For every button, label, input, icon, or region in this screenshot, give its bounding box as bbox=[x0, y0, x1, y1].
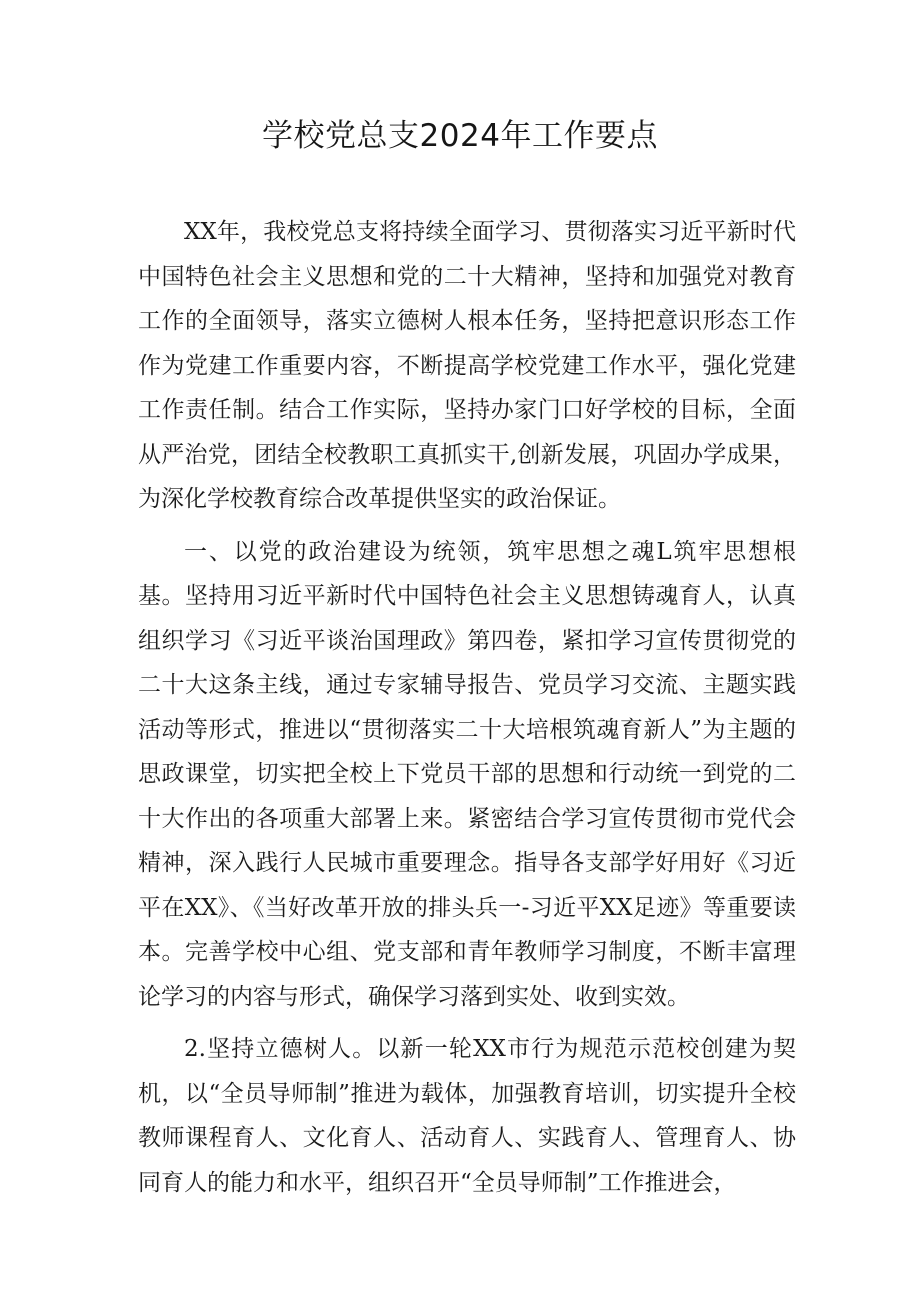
document-body bbox=[138, 210, 796, 1213]
paragraph-political-construction: 一、以党的政治建设为统领，筑牢思想之魂L筑牢思想根基。坚持用习近平新时代中国特色社会主义思想铸魂育人，认真组织学习《习近平谈治国理政》第四卷，紧扣学习宣传贯彻党的二十大这条主线，通过专家辅导报告、党员学习交流、主题实践活动等形式，推进以“贯彻落实二十大培根筑魂育新人”为主题的思政课堂，切实把全校上下党员干部的思想和行动统一到党的二十大作出的各项重大部署上来。紧密结合学习宣传贯彻市党代会精神，深入践行人民城市重要理念。指导各支部学好用好《习近平在XX》、《当好改革开放的排头兵一-习近平XX足迹》等重要读本。完善学校中心组、党支部和青年教师学习制度，不断丰富理论学习的内容与形式，确保学习落到实处、收到实效。 bbox=[138, 538, 796, 1010]
paragraph-intro: XX年，我校党总支将持续全面学习、贯彻落实习近平新时代中国特色社会主义思想和党的二十大精神，坚持和加强党对教育工作的全面领导，落实立德树人根本任务，坚持把意识形态工作作为党建工作重要内容，不断提高学校党建工作水平，强化党建工作责任制。结合工作实际，坚持办家门口好学校的目标，全面从严治党，团结全校教职工真抓实干,创新发展，巩固办学成果，为深化学校教育综合改革提供坚实的政治保证。 bbox=[138, 219, 796, 512]
paragraph-moral-education: 2.坚持立德树人。以新一轮XX市行为规范示范校创建为契机，以“全员导师制”推进为载体，加强教育培训，切实提升全校教师课程育人、文化育人、活动育人、实践育人、管理育人、协同育人的能力和水平，组织召开“全员导师制”工作推进会， bbox=[138, 1036, 796, 1196]
document-title: 学校党总支2024年工作要点 bbox=[262, 118, 658, 154]
